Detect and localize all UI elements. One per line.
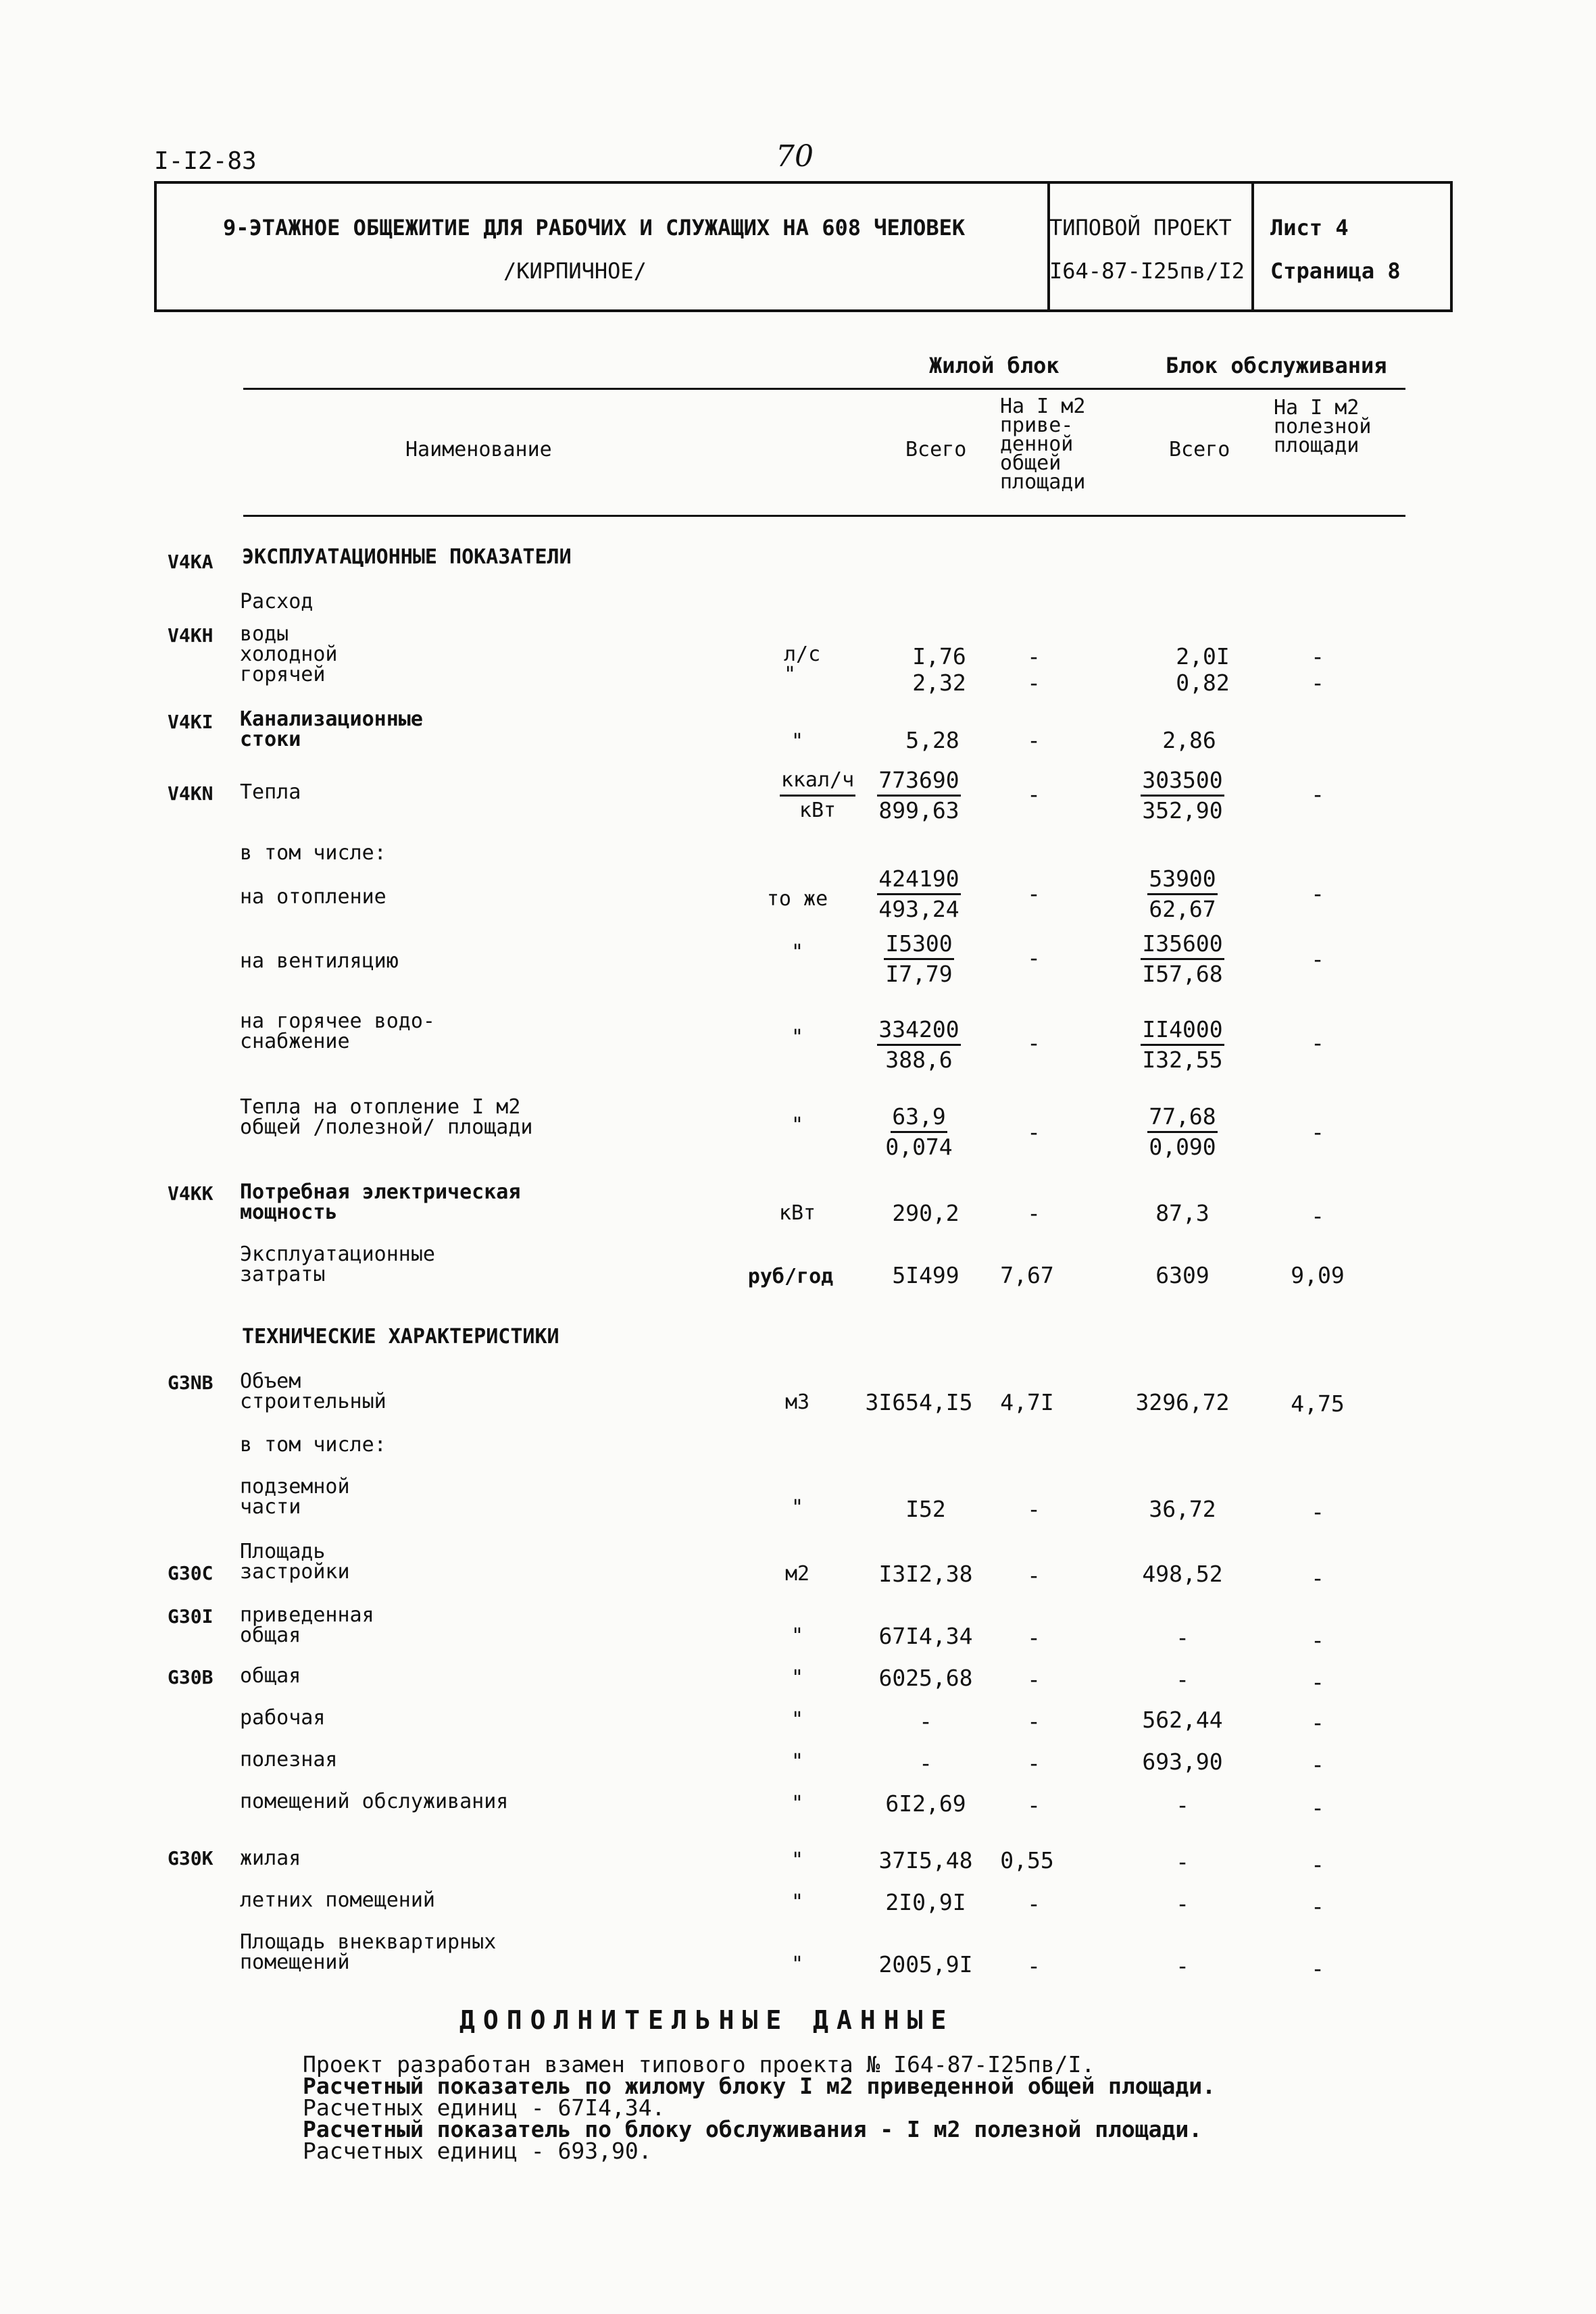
row-label: в том числе: (240, 1433, 386, 1457)
value-top: 303500 (1141, 766, 1224, 797)
row-label: общая (240, 1664, 301, 1688)
row-code: G3NB (168, 1372, 214, 1394)
row-code: G30I (168, 1605, 214, 1628)
value-total-service (1101, 1103, 1264, 1161)
unit-top: ккал/ч (780, 766, 855, 797)
project-label: ТИПОВОЙ ПРОЕКТ (1049, 215, 1232, 241)
value-per-living: - (1027, 1119, 1041, 1145)
value-per-living: 4,7I (1000, 1389, 1054, 1415)
value-total-service: 3296,72 (1135, 1389, 1230, 1415)
row-label: Потребная электрическая мощность (240, 1180, 521, 1224)
column-header-per-service: На I м2 полезной площади (1274, 396, 1372, 457)
row-unit: " (791, 1750, 804, 1774)
value-per-service: - (1311, 1203, 1324, 1229)
value-top: I5300 (884, 930, 953, 960)
column-group-service: Блок обслуживания (1166, 353, 1387, 378)
row-label: помещений обслуживания (240, 1790, 509, 1813)
row-label: подземной части (240, 1475, 350, 1519)
row-label: летних помещений (240, 1888, 435, 1912)
column-header-per-living: На I м2 приве- денной общей площади (1000, 395, 1086, 494)
value-top: II4000 (1141, 1015, 1224, 1046)
value-top: I35600 (1141, 930, 1224, 960)
value-top: 63,9 (891, 1103, 947, 1133)
value-per-living: - (1027, 1792, 1041, 1818)
row-code: G30B (168, 1666, 214, 1688)
row-unit: " (791, 730, 804, 753)
project-code: I64-87-I25пв/I2 (1049, 258, 1245, 284)
value-per-living: - (1027, 1624, 1041, 1651)
row-code: V4KN (168, 782, 214, 805)
value-total-living: 5,28 (905, 727, 959, 753)
header-bottom-rule (243, 515, 1405, 517)
value-total-service: - (1176, 1848, 1189, 1875)
value-per-living: 7,67 (1000, 1262, 1054, 1288)
value-per-service: - (1311, 1709, 1324, 1736)
value-total-living: - (919, 1708, 932, 1734)
additional-data-title: ДОПОЛНИТЕЛЬНЫЕ ДАННЫЕ (459, 2005, 955, 2035)
document-subtitle: /КИРПИЧНОЕ/ (503, 258, 647, 284)
document-code: I-I2-83 (154, 147, 257, 175)
value-per-service: - (1311, 1851, 1324, 1878)
row-code: V4KI (168, 711, 214, 733)
header-top-rule (243, 388, 1405, 390)
value-per-service: - (1311, 1119, 1324, 1145)
value-per-service: - (1311, 1751, 1324, 1778)
value-per-living: - (1027, 880, 1041, 907)
row-unit: то же (766, 887, 828, 911)
value-total-living: 6I2,69 (885, 1790, 966, 1817)
sheet-number: Лист 4 (1270, 215, 1349, 241)
value-total-living: 2005,9I (878, 1951, 973, 1978)
row-label: приведенная общая (240, 1603, 374, 1647)
value-total-service (1101, 766, 1264, 825)
value-total-service: - (1176, 1792, 1189, 1818)
value-per-service: - (1311, 880, 1324, 907)
value-total-living: 37I5,48 (878, 1847, 973, 1873)
row-label: Расход (240, 590, 314, 613)
row-label: в том числе: (240, 841, 386, 865)
row-label: Объем строительный (240, 1369, 386, 1413)
value-per-service: - (1311, 1955, 1324, 1982)
value-total-living: 67I4,34 (878, 1623, 973, 1649)
row-code: V4KA (168, 551, 214, 573)
value-per-living: - (1027, 1890, 1041, 1917)
value-per-service: - - (1311, 643, 1324, 696)
row-code: G30K (168, 1847, 214, 1869)
value-total-service: 6309 (1155, 1262, 1210, 1288)
row-unit: " (791, 940, 804, 964)
value-per-service: - (1311, 1565, 1324, 1591)
value-per-service: - (1311, 946, 1324, 972)
row-unit: " (791, 1026, 804, 1049)
value-total-living: 290,2 (892, 1200, 959, 1226)
row-label: на вентиляцию (240, 949, 399, 973)
value-per-living: - (1027, 1200, 1041, 1226)
row-unit: м2 (784, 1562, 810, 1586)
row-label: Площадь застройки (240, 1540, 350, 1584)
value-per-living: - (1027, 945, 1041, 971)
row-label: Тепла (240, 780, 301, 804)
additional-line: Расчетный показатель по блоку обслуживания - I м2 полезной площади. (303, 2116, 1203, 2142)
value-total-service: 2,0I 0,82 (1176, 643, 1230, 696)
value-top: 773690 (877, 766, 960, 797)
value-total-service: 2,86 (1162, 727, 1216, 753)
row-code: G30C (168, 1562, 214, 1584)
page-number: 70 (776, 139, 814, 174)
value-total-living: I,76 2,32 (912, 643, 966, 696)
value-total-service: 693,90 (1142, 1749, 1223, 1775)
row-label: Канализационные стоки (240, 707, 423, 751)
value-bottom: I32,55 (1142, 1047, 1223, 1073)
value-bottom: 352,90 (1142, 797, 1223, 824)
value-total-service (1101, 865, 1264, 924)
value-per-service: - (1311, 1893, 1324, 1919)
value-total-service: - (1176, 1953, 1189, 1979)
value-per-service: 4,75 (1291, 1390, 1345, 1417)
row-label: жилая (240, 1846, 301, 1870)
row-unit: " (791, 1848, 804, 1872)
value-top: 53900 (1147, 865, 1217, 895)
value-top: 77,68 (1147, 1103, 1217, 1133)
value-per-service: - (1311, 1627, 1324, 1653)
row-label: Эксплуатационные затраты (240, 1242, 435, 1286)
value-per-living: - (1027, 1562, 1041, 1588)
row-code: V4KK (168, 1182, 214, 1205)
value-total-living: 3I654,I5 (865, 1389, 973, 1415)
row-unit: " (791, 1708, 804, 1732)
document-title: 9-ЭТАЖНОЕ ОБЩЕЖИТИЕ ДЛЯ РАБОЧИХ И СЛУЖАЩИХ НА 608 ЧЕЛОВЕК (223, 215, 966, 241)
value-top: 424190 (877, 865, 960, 895)
value-per-service: - (1311, 1669, 1324, 1695)
value-total-service: - (1176, 1890, 1189, 1917)
row-unit: " (791, 1113, 804, 1137)
section-title: ТЕХНИЧЕСКИЕ ХАРАКТЕРИСТИКИ (242, 1325, 559, 1349)
value-per-living: - (1027, 1708, 1041, 1734)
value-per-service: 9,09 (1291, 1262, 1345, 1288)
row-label: рабочая (240, 1706, 326, 1730)
value-total-service (1101, 1015, 1264, 1074)
title-divider (1251, 184, 1254, 309)
value-per-service: - (1311, 1794, 1324, 1821)
section-title: ЭКСПЛУАТАЦИОННЫЕ ПОКАЗАТЕЛИ (242, 545, 572, 569)
value-total-service: 498,52 (1142, 1561, 1223, 1587)
value-total-living: - (919, 1750, 932, 1776)
value-per-living: - (1027, 781, 1041, 807)
value-per-living: 0,55 (1000, 1847, 1054, 1873)
value-total-service: 36,72 (1149, 1496, 1216, 1522)
value-per-living: - (1027, 1496, 1041, 1522)
row-label: Площадь внеквартирных помещений (240, 1930, 497, 1974)
column-header-total-living: Всего (905, 438, 967, 461)
row-unit: " (791, 1624, 804, 1648)
value-per-living: - (1027, 1666, 1041, 1692)
value-total-service: - (1176, 1666, 1189, 1692)
row-unit: " (791, 1496, 804, 1519)
value-per-service: - (1311, 1499, 1324, 1525)
row-unit: руб/год (747, 1265, 834, 1288)
value-bottom: 493,24 (878, 896, 959, 922)
value-top: 334200 (877, 1015, 960, 1046)
value-total-living: 2I0,9I (885, 1889, 966, 1915)
row-unit: " (791, 1953, 804, 1976)
row-code: V4KH (168, 624, 214, 647)
additional-line: Расчетных единиц - 693,90. (303, 2138, 652, 2164)
value-total-service (1101, 930, 1264, 988)
value-total-living: 5I499 (892, 1262, 959, 1288)
sheet-page: Страница 8 (1270, 258, 1401, 284)
value-per-service: - (1311, 781, 1324, 807)
row-label: на отопление (240, 885, 386, 909)
value-bottom: I7,79 (885, 961, 953, 987)
column-header-name: Наименование (405, 438, 552, 461)
row-label: полезная (240, 1748, 338, 1771)
value-total-living: I52 (905, 1496, 946, 1522)
value-bottom: 0,074 (885, 1134, 953, 1160)
additional-line: Проект разработан взамен типового проекта № I64-87-I25пв/I. (303, 2051, 1095, 2078)
row-unit: " (791, 1792, 804, 1815)
value-total-living: I3I2,38 (878, 1561, 973, 1587)
value-bottom: I57,68 (1142, 961, 1223, 987)
value-per-service: - (1311, 1030, 1324, 1056)
row-unit: м3 (784, 1390, 810, 1414)
value-bottom: 0,090 (1149, 1134, 1216, 1160)
value-bottom: 388,6 (885, 1047, 953, 1073)
value-bottom: 899,63 (878, 797, 959, 824)
title-divider (1047, 184, 1050, 309)
row-unit: " (791, 1890, 804, 1914)
value-per-living: - (1027, 1953, 1041, 1979)
additional-line: Расчетных единиц - 67I4,34. (303, 2094, 666, 2121)
value-total-service: 562,44 (1142, 1707, 1223, 1733)
row-label: на горячее водо- снабжение (240, 1009, 435, 1053)
column-group-living: Жилой блок (929, 353, 1059, 378)
value-per-living: - - (1027, 643, 1041, 696)
value-total-service: - (1176, 1624, 1189, 1651)
row-label: Тепла на отопление I м2 общей /полезной/ площади (240, 1095, 533, 1139)
unit-bottom: кВт (799, 799, 837, 822)
title-block (154, 181, 1453, 312)
value-total-service: 87,3 (1155, 1200, 1210, 1226)
additional-line: Расчетный показатель по жилому блоку I м2 приведенной общей площади. (303, 2073, 1216, 2099)
value-per-living: - (1027, 727, 1041, 753)
row-label: воды холодной горячей (240, 622, 338, 686)
value-bottom: 62,67 (1149, 896, 1216, 922)
value-per-living: - (1027, 1750, 1041, 1776)
value-per-living: - (1027, 1030, 1041, 1056)
row-unit: " (791, 1666, 804, 1690)
value-total-living: 6025,68 (878, 1665, 973, 1691)
column-header-total-service: Всего (1169, 438, 1230, 461)
row-unit: кВт (778, 1201, 816, 1225)
row-unit: л/с " (784, 643, 821, 686)
